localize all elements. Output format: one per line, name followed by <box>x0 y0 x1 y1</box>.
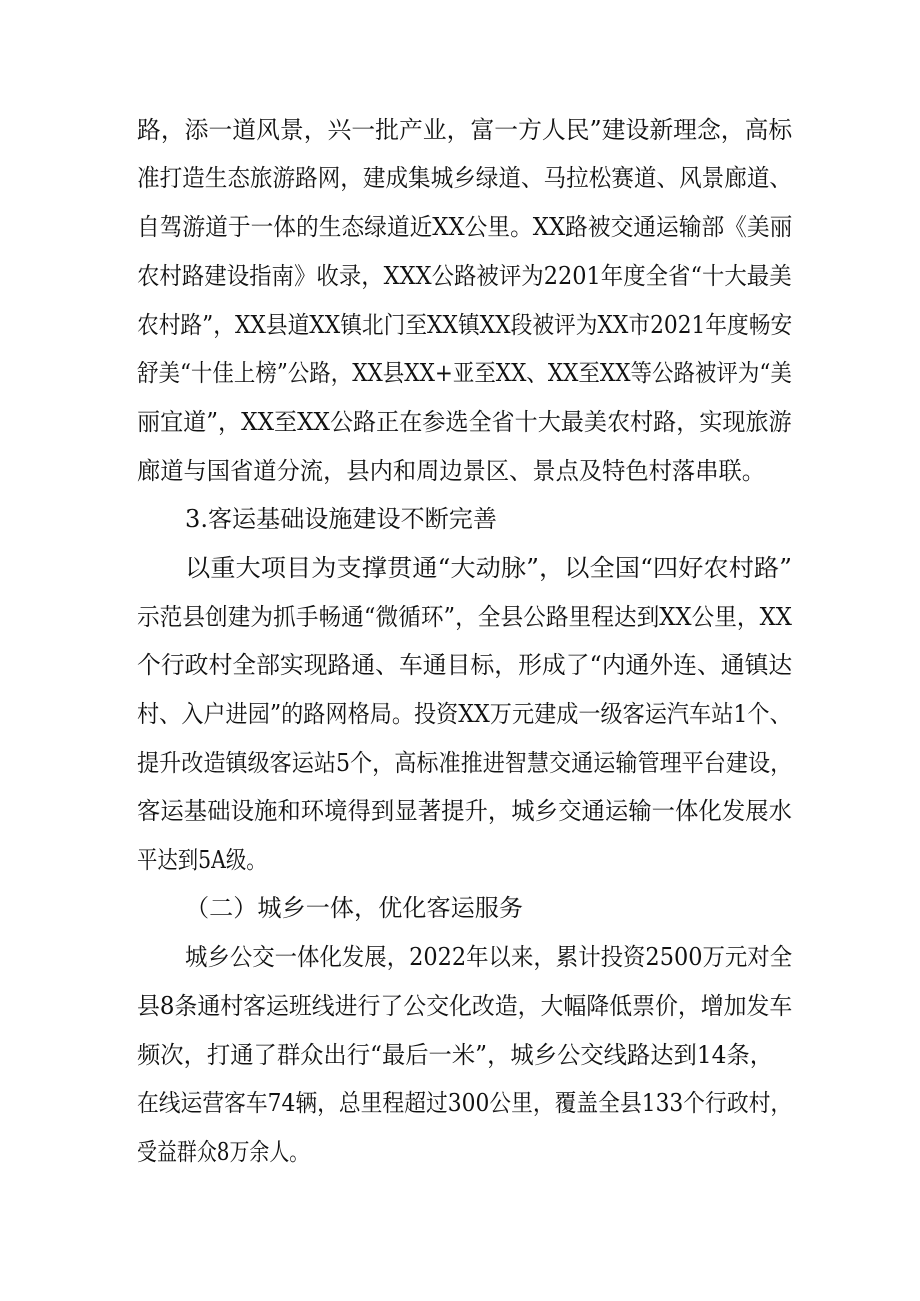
text-line: 客运基础设施和环境得到显著提升，城乡交通运输一体化发展水 <box>137 797 792 825</box>
text-line: 以重大项目为支撑贯通“大动脉”，以全国“四好农村路” <box>185 554 793 582</box>
text-line: 提升改造镇级客运站5个，高标准推进智慧交通运输管理平台建设， <box>137 749 793 777</box>
text-line: 城乡公交一体化发展，2022年以来，累计投资2500万元对全 <box>185 943 793 971</box>
text-line: 在线运营客车74辆，总里程超过300公里，覆盖全县133个行政村， <box>137 1089 793 1117</box>
text-line: 农村路”，XX县道XX镇北门至XX镇XX段被评为XX市2021年度畅安 <box>137 311 793 339</box>
text-line: 丽宜道”，XX至XX公路正在参选全省十大最美农村路，实现旅游 <box>137 408 792 436</box>
text-line: 示范县创建为抓手畅通“微循环”，全县公路里程达到XX公里，XX <box>137 603 792 631</box>
text-line: 农村路建设指南》收录，XXX公路被评为2201年度全省“十大最美 <box>137 262 792 290</box>
text-line: 准打造生态旅游路网，建成集城乡绿道、马拉松赛道、风景廊道、 <box>137 164 793 192</box>
section-heading: 3.客运基础设施建设不断完善 <box>185 505 497 533</box>
text-line: 自驾游道于一体的生态绿道近XX公里。XX路被交通运输部《美丽 <box>137 213 793 241</box>
text-line: 路，添一道风景，兴一批产业，富一方人民”建设新理念，高标 <box>137 116 793 144</box>
text-line: 频次，打通了群众出行“最后一米”，城乡公交线路达到14条， <box>137 1041 774 1069</box>
section-heading: （二）城乡一体，优化客运服务 <box>185 894 524 922</box>
text-line: 村、入户进园”的路网格局。投资XX万元建成一级客运汽车站1个、 <box>137 700 792 728</box>
text-line: 平达到5A级。 <box>137 846 267 874</box>
text-line: 受益群众8万余人。 <box>137 1138 310 1166</box>
text-line: 个行政村全部实现路通、车通目标，形成了“内通外连、通镇达 <box>137 651 793 679</box>
text-line: 县8条通村客运班线进行了公交化改造，大幅降低票价，增加发车 <box>137 992 793 1020</box>
text-line: 廊道与国省道分流，县内和周边景区、景点及特色村落串联。 <box>137 457 765 485</box>
text-line: 舒美“十佳上榜”公路，XX县XX+亚至XX、XX至XX等公路被评为“美 <box>137 359 792 387</box>
